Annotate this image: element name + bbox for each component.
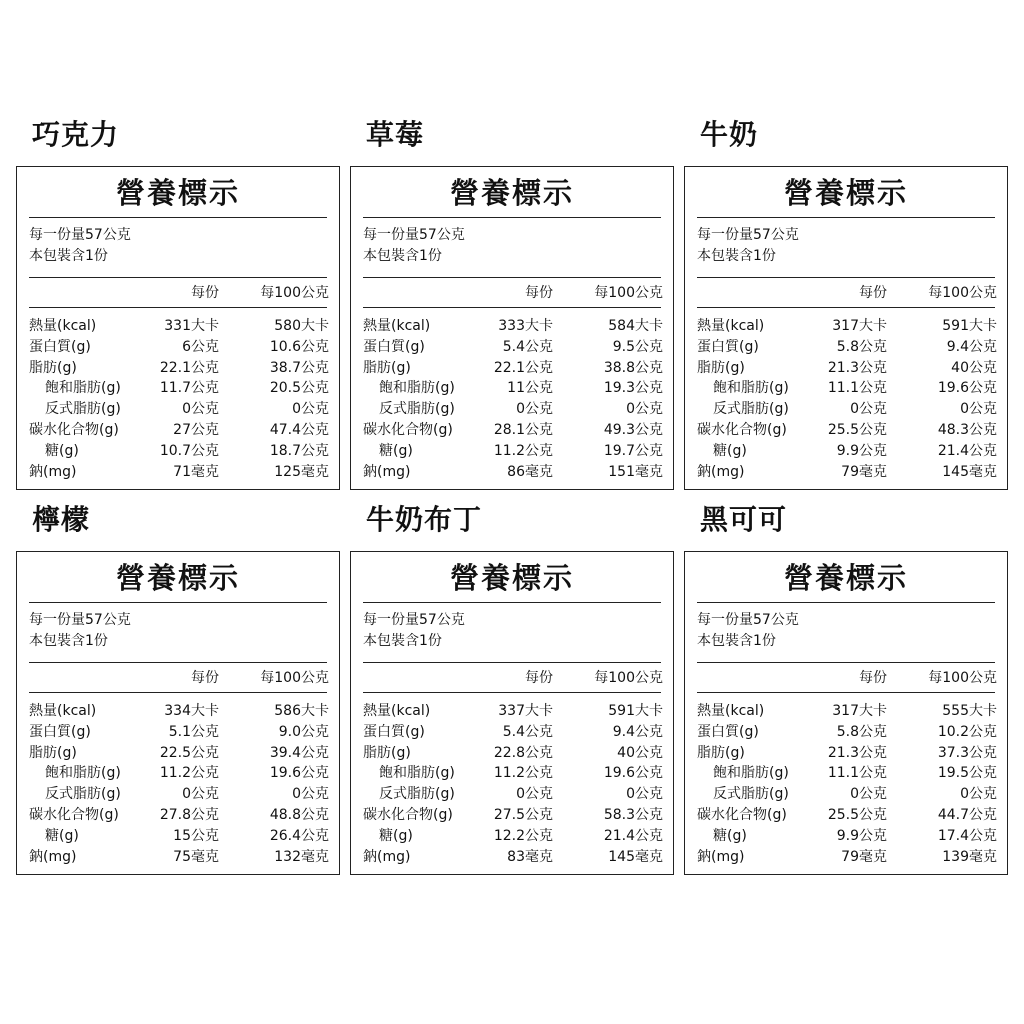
per-100g-value: 9.4公克 [946,338,997,355]
nutrient-row [29,358,327,379]
per-100g-value: 18.7公克 [269,442,329,459]
flavor-title: 黑可可 [700,503,788,536]
column-header-per-serving: 每份 [525,285,553,301]
servings-per-package: 本包裝含1份 [363,633,442,649]
nutrient-name: 飽和脂肪(g) [713,380,789,397]
divider [697,307,995,308]
nutrient-name: 鈉(mg) [697,848,745,865]
nutrient-name: 鈉(mg) [363,848,411,865]
divider [363,217,661,218]
serving-info [363,610,465,652]
nutrient-name: 碳水化合物(g) [363,806,453,823]
per-serving-value: 5.8公克 [836,338,887,355]
per-100g-value: 19.6公克 [937,380,997,397]
per-serving-value: 11.2公克 [159,765,219,782]
nutrient-name: 蛋白質(g) [363,723,425,740]
column-header-per-100g: 每100公克 [260,670,329,686]
nutrient-row [363,743,661,764]
nutrient-row [363,337,661,358]
divider [363,662,661,663]
nutrient-row [363,316,661,337]
per-serving-value: 337大卡 [498,703,553,719]
per-serving-value: 333大卡 [498,318,553,334]
per-serving-value: 0公克 [850,786,887,803]
nutrient-name: 反式脂肪(g) [45,401,121,418]
column-header-per-100g: 每100公克 [928,670,997,686]
serving-info [29,610,131,652]
per-serving-value: 5.4公克 [502,723,553,740]
nutrient-row [697,441,995,462]
nutrient-name: 熱量(kcal) [363,703,431,719]
per-serving-value: 79毫克 [841,848,887,865]
per-100g-value: 125毫克 [274,463,329,480]
nutrient-row [363,462,661,483]
flavor-title: 牛奶布丁 [366,503,483,536]
per-serving-value: 9.9公克 [836,827,887,844]
nutrient-name: 碳水化合物(g) [697,806,787,823]
per-serving-value: 11.1公克 [827,380,887,397]
per-serving-value: 83毫克 [507,848,553,865]
serving-size: 每一份量57公克 [363,227,465,243]
divider [29,307,327,308]
divider [697,277,995,278]
nutrient-row [29,763,327,784]
per-serving-value: 9.9公克 [836,442,887,459]
nutrient-row [363,722,661,743]
nutrient-table [697,701,995,867]
nutrient-row [29,701,327,722]
column-header-per-serving: 每份 [191,670,219,686]
per-serving-value: 0公克 [516,786,553,803]
per-serving-value: 21.3公克 [827,744,887,761]
nutrient-row [29,805,327,826]
nutrient-name: 熱量(kcal) [29,318,97,334]
label-heading: 營養標示 [115,561,240,595]
per-serving-value: 331大卡 [164,318,219,334]
nutrient-name: 脂肪(g) [363,359,411,376]
per-100g-value: 0公克 [960,786,997,803]
nutrient-name: 蛋白質(g) [29,723,91,740]
column-header-per-100g: 每100公克 [928,285,997,301]
nutrient-row [697,763,995,784]
divider [363,277,661,278]
per-serving-value: 22.8公克 [493,744,553,761]
per-serving-value: 27.8公克 [159,806,219,823]
per-100g-value: 19.6公克 [269,765,329,782]
nutrient-name: 碳水化合物(g) [697,421,787,438]
per-100g-value: 145毫克 [608,848,663,865]
nutrient-row [697,358,995,379]
per-serving-value: 11.2公克 [493,442,553,459]
nutrient-name: 蛋白質(g) [363,338,425,355]
divider [697,217,995,218]
serving-info [697,610,799,652]
per-100g-value: 47.4公克 [269,421,329,438]
nutrient-name: 脂肪(g) [697,359,745,376]
nutrient-name: 蛋白質(g) [697,723,759,740]
serving-info [697,225,799,267]
nutrient-table [697,316,995,482]
per-100g-value: 48.3公克 [937,421,997,438]
per-serving-value: 11公克 [507,380,553,397]
per-100g-value: 139毫克 [942,848,997,865]
nutrient-row [29,826,327,847]
per-100g-value: 9.4公克 [612,723,663,740]
divider [697,662,995,663]
nutrient-name: 糖(g) [45,442,79,459]
per-100g-value: 40公克 [617,744,663,761]
nutrient-table [29,701,327,867]
nutrient-name: 飽和脂肪(g) [713,765,789,782]
nutrient-row [29,337,327,358]
nutrient-name: 蛋白質(g) [29,338,91,355]
divider [697,692,995,693]
per-serving-value: 0公克 [850,401,887,418]
per-100g-value: 38.7公克 [269,359,329,376]
servings-per-package: 本包裝含1份 [29,248,108,264]
nutrient-row [363,701,661,722]
per-serving-value: 27.5公克 [493,806,553,823]
per-100g-value: 19.5公克 [937,765,997,782]
servings-per-package: 本包裝含1份 [363,248,442,264]
nutrient-row [697,316,995,337]
column-header-per-serving: 每份 [859,285,887,301]
label-heading: 營養標示 [783,176,908,210]
per-serving-value: 15公克 [173,827,219,844]
nutrient-name: 碳水化合物(g) [363,421,453,438]
flavor-title: 牛奶 [700,118,759,151]
nutrient-row [363,826,661,847]
serving-info [363,225,465,267]
per-100g-value: 0公克 [292,401,329,418]
nutrition-label [16,166,340,490]
per-100g-value: 555大卡 [942,703,997,719]
nutrient-row [29,399,327,420]
per-100g-value: 584大卡 [608,318,663,334]
divider [363,602,661,603]
per-serving-value: 22.1公克 [159,359,219,376]
per-serving-value: 12.2公克 [493,827,553,844]
per-100g-value: 145毫克 [942,463,997,480]
per-100g-value: 132毫克 [274,848,329,865]
nutrient-name: 飽和脂肪(g) [45,380,121,397]
servings-per-package: 本包裝含1份 [697,633,776,649]
nutrient-name: 飽和脂肪(g) [379,765,455,782]
nutrient-row [363,358,661,379]
column-header-per-serving: 每份 [525,670,553,686]
label-heading: 營養標示 [449,176,574,210]
nutrient-name: 反式脂肪(g) [45,786,121,803]
serving-size: 每一份量57公克 [29,612,131,628]
per-100g-value: 9.0公克 [278,723,329,740]
nutrient-name: 糖(g) [379,442,413,459]
per-100g-value: 19.3公克 [603,380,663,397]
flavor-title: 檸檬 [32,503,91,536]
serving-size: 每一份量57公克 [363,612,465,628]
nutrient-name: 碳水化合物(g) [29,421,119,438]
per-serving-value: 334大卡 [164,703,219,719]
nutrient-name: 脂肪(g) [29,744,77,761]
nutrient-row [29,722,327,743]
divider [29,692,327,693]
per-100g-value: 21.4公克 [603,827,663,844]
nutrient-row [29,847,327,868]
per-serving-value: 79毫克 [841,463,887,480]
nutrient-name: 鈉(mg) [363,463,411,480]
per-serving-value: 0公克 [516,401,553,418]
column-header-per-serving: 每份 [191,285,219,301]
nutrient-row [697,805,995,826]
nutrient-row [697,378,995,399]
nutrient-row [697,722,995,743]
per-serving-value: 0公克 [182,401,219,418]
per-serving-value: 0公克 [182,786,219,803]
per-100g-value: 9.5公克 [612,338,663,355]
nutrient-name: 糖(g) [713,442,747,459]
per-100g-value: 591大卡 [942,318,997,334]
per-serving-value: 5.4公克 [502,338,553,355]
per-100g-value: 44.7公克 [937,806,997,823]
nutrient-name: 熱量(kcal) [363,318,431,334]
nutrient-name: 糖(g) [713,827,747,844]
per-serving-value: 27公克 [173,421,219,438]
divider [29,602,327,603]
column-header-per-100g: 每100公克 [260,285,329,301]
per-serving-value: 11.2公克 [493,765,553,782]
nutrient-name: 糖(g) [379,827,413,844]
nutrient-row [363,763,661,784]
nutrient-name: 脂肪(g) [363,744,411,761]
per-100g-value: 586大卡 [274,703,329,719]
nutrition-label [684,551,1008,875]
nutrient-row [697,701,995,722]
nutrient-name: 脂肪(g) [29,359,77,376]
divider [29,217,327,218]
nutrient-row [363,805,661,826]
label-heading: 營養標示 [783,561,908,595]
per-serving-value: 11.7公克 [159,380,219,397]
flavor-title: 草莓 [366,118,425,151]
per-100g-value: 591大卡 [608,703,663,719]
nutrient-table [29,316,327,482]
per-100g-value: 26.4公克 [269,827,329,844]
nutrient-row [363,784,661,805]
per-serving-value: 11.1公克 [827,765,887,782]
nutrient-row [29,743,327,764]
servings-per-package: 本包裝含1份 [29,633,108,649]
nutrient-row [697,847,995,868]
nutrient-name: 鈉(mg) [697,463,745,480]
per-100g-value: 38.8公克 [603,359,663,376]
nutrient-name: 飽和脂肪(g) [45,765,121,782]
nutrient-name: 蛋白質(g) [697,338,759,355]
per-serving-value: 86毫克 [507,463,553,480]
column-header-per-100g: 每100公克 [594,285,663,301]
per-100g-value: 151毫克 [608,463,663,480]
nutrient-row [363,378,661,399]
per-serving-value: 75毫克 [173,848,219,865]
per-100g-value: 58.3公克 [603,806,663,823]
per-100g-value: 10.6公克 [269,338,329,355]
nutrient-row [29,441,327,462]
per-serving-value: 21.3公克 [827,359,887,376]
nutrient-name: 熱量(kcal) [29,703,97,719]
per-serving-value: 22.5公克 [159,744,219,761]
flavor-title: 巧克力 [32,118,120,151]
per-100g-value: 10.2公克 [937,723,997,740]
per-100g-value: 39.4公克 [269,744,329,761]
nutrient-name: 脂肪(g) [697,744,745,761]
nutrient-row [363,399,661,420]
serving-size: 每一份量57公克 [29,227,131,243]
per-100g-value: 0公克 [292,786,329,803]
per-100g-value: 40公克 [951,359,997,376]
per-100g-value: 21.4公克 [937,442,997,459]
per-serving-value: 25.5公克 [827,806,887,823]
per-serving-value: 28.1公克 [493,421,553,438]
nutrient-row [29,378,327,399]
divider [697,602,995,603]
per-100g-value: 0公克 [960,401,997,418]
nutrient-row [29,316,327,337]
column-header-per-serving: 每份 [859,670,887,686]
nutrient-row [363,847,661,868]
per-serving-value: 317大卡 [832,703,887,719]
nutrient-name: 反式脂肪(g) [379,401,455,418]
serving-info [29,225,131,267]
per-100g-value: 0公克 [626,786,663,803]
divider [29,277,327,278]
nutrient-name: 鈉(mg) [29,463,77,480]
nutrient-row [697,399,995,420]
per-serving-value: 10.7公克 [159,442,219,459]
per-serving-value: 5.1公克 [168,723,219,740]
serving-size: 每一份量57公克 [697,227,799,243]
nutrition-label [350,551,674,875]
per-100g-value: 19.7公克 [603,442,663,459]
nutrient-row [363,420,661,441]
nutrient-name: 熱量(kcal) [697,703,765,719]
per-serving-value: 6公克 [182,338,219,355]
nutrient-name: 反式脂肪(g) [379,786,455,803]
per-100g-value: 0公克 [626,401,663,418]
per-100g-value: 580大卡 [274,318,329,334]
per-serving-value: 5.8公克 [836,723,887,740]
per-serving-value: 71毫克 [173,463,219,480]
nutrient-name: 碳水化合物(g) [29,806,119,823]
nutrient-row [697,743,995,764]
divider [29,662,327,663]
nutrition-label [684,166,1008,490]
nutrient-table [363,316,661,482]
nutrient-name: 飽和脂肪(g) [379,380,455,397]
nutrition-label [16,551,340,875]
nutrient-name: 糖(g) [45,827,79,844]
nutrient-name: 反式脂肪(g) [713,786,789,803]
nutrient-row [697,784,995,805]
per-100g-value: 48.8公克 [269,806,329,823]
nutrient-row [697,420,995,441]
per-serving-value: 22.1公克 [493,359,553,376]
nutrient-row [697,826,995,847]
label-heading: 營養標示 [115,176,240,210]
nutrient-row [363,441,661,462]
per-100g-value: 37.3公克 [937,744,997,761]
servings-per-package: 本包裝含1份 [697,248,776,264]
per-100g-value: 17.4公克 [937,827,997,844]
label-heading: 營養標示 [449,561,574,595]
per-serving-value: 317大卡 [832,318,887,334]
nutrient-row [697,462,995,483]
nutrient-row [29,462,327,483]
nutrient-table [363,701,661,867]
per-100g-value: 19.6公克 [603,765,663,782]
serving-size: 每一份量57公克 [697,612,799,628]
nutrient-name: 鈉(mg) [29,848,77,865]
per-100g-value: 20.5公克 [269,380,329,397]
nutrient-row [29,784,327,805]
per-100g-value: 49.3公克 [603,421,663,438]
divider [363,692,661,693]
nutrient-row [697,337,995,358]
divider [363,307,661,308]
nutrient-name: 反式脂肪(g) [713,401,789,418]
column-header-per-100g: 每100公克 [594,670,663,686]
nutrient-name: 熱量(kcal) [697,318,765,334]
nutrition-label [350,166,674,490]
nutrient-row [29,420,327,441]
per-serving-value: 25.5公克 [827,421,887,438]
